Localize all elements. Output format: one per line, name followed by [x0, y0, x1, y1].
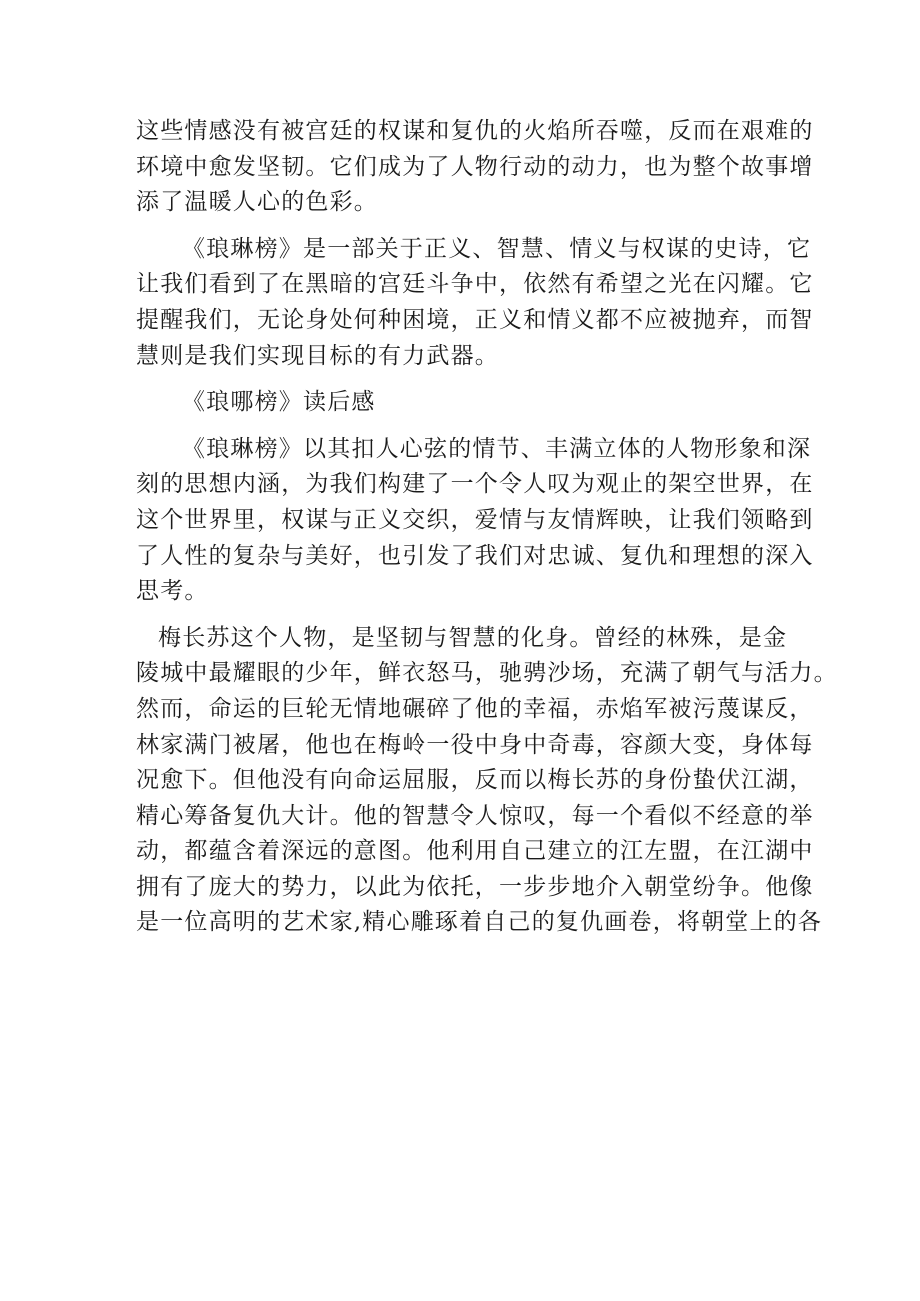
text-line: 《琅琳榜》以其扣人心弦的情节、丰满立体的人物形象和深	[182, 435, 812, 462]
text-line: 让我们看到了在黑暗的宫廷斗争中，依然有希望之光在闪耀。它	[136, 271, 814, 298]
text-line: 精心筹备复仇大计。他的智慧令人惊叹，每一个看似不经意的举	[136, 802, 814, 829]
text-line: 添了温暖人心的色彩。	[136, 189, 378, 216]
text-line: 这些情感没有被宫廷的权谋和复仇的火焰所吞噬，反而在艰难的	[136, 118, 814, 144]
text-line: 梅长苏这个人物，是坚韧与智慧的化身。曾经的林殊，是金	[158, 624, 788, 651]
text-line: 《琅琳榜》是一部关于正义、智慧、情义与权谋的史诗，它	[182, 235, 812, 262]
text-line: 动，都蕴含着深远的意图。他利用自己建立的江左盟，在江湖中	[136, 838, 814, 865]
text-line: 刻的思想内涵，为我们构建了一个令人叹为观止的架空世界，在	[136, 471, 814, 498]
text-line: 拥有了庞大的势力，以此为依托，一步步地介入朝堂纷争。他像	[136, 873, 814, 900]
text-line: 况愈下。但他没有向命运屈服，反而以梅长苏的身份蛰伏江湖，	[136, 767, 814, 794]
section-title: 《琅哪榜》读后感	[182, 389, 376, 416]
document-body	[136, 114, 838, 941]
text-line: 林家满门被屠，他也在梅岭一役中身中奇毒，容颜大变，身体每	[136, 731, 814, 758]
text-line: 思考。	[136, 578, 209, 605]
text-line: 慧则是我们实现目标的有力武器。	[136, 342, 499, 369]
text-line: 这个世界里，权谋与正义交织，爱情与友情辉映，让我们领略到	[136, 506, 814, 533]
text-line: 提醒我们，无论身处何种困境，正义和情义都不应被抛弃，而智	[136, 306, 814, 333]
text-line: 陵城中最耀眼的少年，鲜衣怒马，驰骋沙场，充满了朝气与活力。	[136, 660, 838, 687]
text-line: 环境中愈发坚韧。它们成为了人物行动的动力，也为整个故事增	[136, 153, 814, 180]
text-line: 了人性的复杂与美好，也引发了我们对忠诚、复仇和理想的深入	[136, 542, 814, 569]
text-line: 然而，命运的巨轮无情地碾碎了他的幸福，赤焰军被污蔑谋反，	[136, 695, 814, 722]
text-line: 是一位高明的艺术家,精心雕琢着自己的复仇画卷，将朝堂上的各	[136, 909, 823, 936]
